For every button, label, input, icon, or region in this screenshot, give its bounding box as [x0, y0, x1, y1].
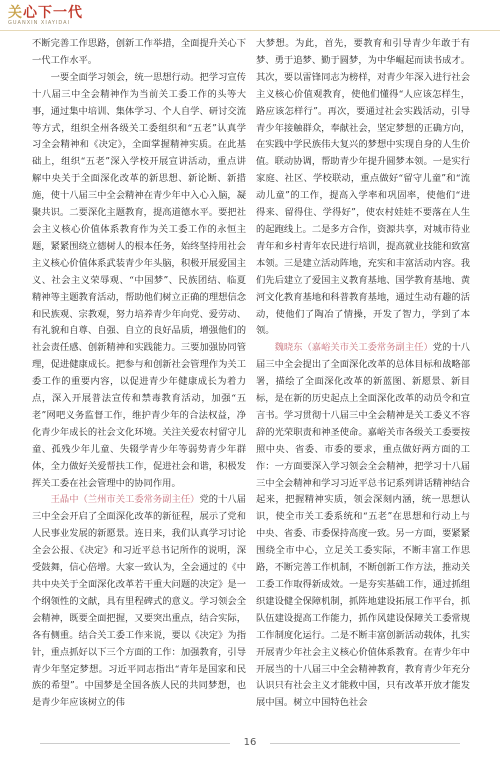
- paragraph: 大梦想。为此，首先，要教育和引导青少年敢于有梦、勇于追梦、勤于圆梦，为中华崛起而读书成才。其次，要以雷锋同志为榜样，对青少年深入进行社会主义核心价值观教育，使他们懂得“人应该怎样生，路应该怎样行”。再次，要通过社会实践活动，引导青少年接触群众，奉献社会，坚定梦想的正确方向，在实践中学民族伟大复兴的梦想中实现自身的人生价值。联动协调，帮助青少年提升圆梦本领。一是实行家庭、社区、学校联动，重点做好“留守儿童”和“流动儿童”的工作，提高入学率和巩固率，使他们“进得来、留得住、学得好”，使农村娃娃不要落在人生的起跑线上。二是多方合作，资源共享，对城市待业青年和乡村青年农民进行培训，提高就业技能和致富本领。三是建立活动阵地，充实和丰富活动内容。我们先后建立了爱国主义教育基地、国学教育基地、黄河文化教育基地和科普教育基地，通过生动有趣的活动，使他们了陶冶了情操，开发了智力，学到了本领。: [256, 38, 470, 337]
- header-divider: [0, 30, 500, 31]
- paragraph-text: 党的十八届三中全会提出了全面深化改革的总体目标和战略部署，描绘了全面深化改革的新蓝图、新愿景、新目标，是在新的历史起点上全面深化改革的动员令和宣言书。学习贯彻十八届三中全会精神是关工委义不容辞的光荣职责和神圣使命。嘉峪关市各级关工委要按照中央、省委、市委的要求，重点做好两方面的工作：一方面要深入学习领会全会精神，把学习十八届三中全会精神和学习习近平总书记系列讲话精神结合起来，把握精神实质，领会深刻内涵，统一思想认识，使全市关工委系统和“五老”在思想和行动上与中央、省委、市委保持高度一致。另一方面，要紧紧围绕全市中心，立足关工委实际，不断丰富工作思路，不断完善工作机制，不断创新工作方法，推动关工委工作取得新成效。一是夯实基础工作，通过抓组织建设健全保障机制，抓阵地建设拓展工作平台，抓队伍建设提高工作能力，抓作风建设保障关工委常规工作制度化运行。二是不断丰富创新活动载体，扎实开展青少年社会主义核心价值体系教育。在青少年中开展当的十八届三中全会精神教育，教育青少年充分认识只有社会主义才能救中国，只有改革开放才能发展中国。树立中国特色社会: [256, 342, 470, 709]
- footer-rule-right: [270, 743, 460, 744]
- right-column: [256, 36, 470, 712]
- logo-suffix: 心下一代: [23, 5, 83, 21]
- paragraph-text: 党的十八届三中全会开启了全面深化改革的新征程，展示了党和人民事业发展的新愿景。连日来，我们认真学习讨论全会公报、《决定》和习近平总书记所作的说明，深受鼓舞，信心倍增。大家一致认为，全会通过的《中共中央关于全面深化改革若干重大问题的决定》是一个纲领性的文献，具有里程碑式的意义。学习领会全会精神，既要全面把握，又要突出重点，结合实际，各有侧重。结合关工委工作来说，要以《决定》为指针，重点抓好以下三个方面的工作：加强教育，引导青少年坚定梦想。习近平同志指出“青年是国家和民族的希望”。中国梦是全国各族人民的共同梦想，也是青少年应该树立的伟: [32, 494, 246, 709]
- magazine-logo: [8, 2, 83, 22]
- logo-subtitle: GUANXIN XIAYIDAI: [8, 20, 71, 26]
- page-header: [0, 0, 500, 34]
- left-column: [32, 36, 246, 712]
- speaker-name: 王晶中（兰州市关工委常务副主任）: [50, 494, 200, 506]
- speaker-name: 魏晓东（嘉峪关市关工委常务副主任）: [274, 342, 433, 354]
- logo-prefix: 关: [8, 5, 23, 21]
- page-number: 16: [243, 737, 257, 748]
- paragraph: 不断完善工作思路，创新工作举措，全面提升关心下一代工作水平。: [32, 38, 246, 66]
- paragraph: [256, 340, 470, 712]
- paragraph: 一要全面学习领会，统一思想行动。把学习宣传十八届三中全会精神作为当前关工委工作的头等大事，通过集中培训、集体学习、个人自学、研讨交流等方式，组织全州各级关工委组织和“五老”认真学习全会精神和《决定》，全面掌握精神实质。在此基础上，组织“五老”深入学校开展宣讲活动，重点讲解中央关于全面深化改革的新思想、新论断、新措施，使十八届三中全会精神在青少年中入心入脑，凝聚共识。二要深化主题教育，提高道德水平。要把社会主义核心价值体系教育作为关工委工作的永恒主题，紧紧围绕立德树人的根本任务，始终坚持用社会主义核心价值体系武装青少年头脑，积极开展爱国主义、社会主义荣辱观、“中国梦”、民族团结、临夏精神等主题教育活动，帮助他们树立正确的理想信念和民族观、宗教观，努力培养青少年向党、爱劳动、有礼貌和自尊、自强、自立的良好品质，增强他们的社会责任感、创新精神和实践能力。三要加强协同管理，促进健康成长。把参与和创新社会管理作为关工委工作的重要内容，以促进青少年健康成长为着力点，深入开展普法宣传和禁毒教育活动，加强“五老”网吧义务监督工作，维护青少年的合法权益，净化青少年成长的社会文化环境。关注关爱农村留守儿童、孤残少年儿童、失辍学青少年等弱势青少年群体，全力做好关爱帮扶工作，促进社会和谐，积极发挥关工委在社会管理中的协同作用。: [32, 71, 246, 489]
- paragraph: [32, 492, 246, 712]
